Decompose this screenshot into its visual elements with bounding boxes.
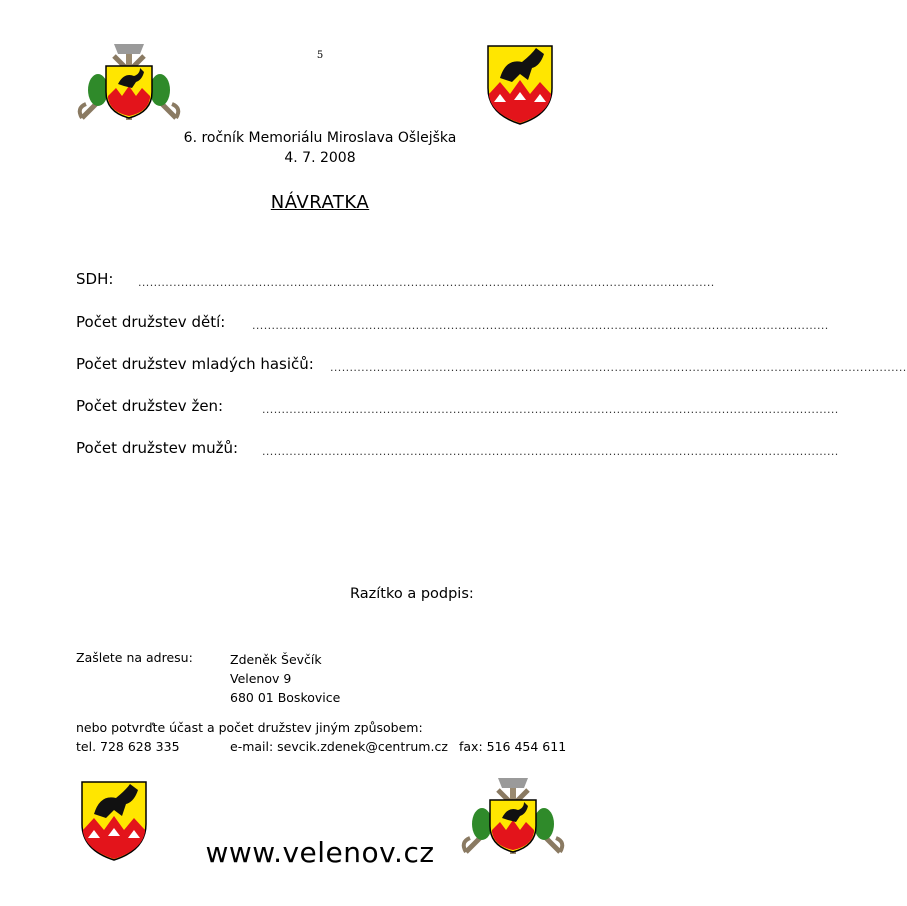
velenov-coat-of-arms-icon	[486, 44, 554, 126]
contact-tel: tel. 728 628 335	[76, 739, 180, 754]
field-line-children-teams[interactable]: ....................................................................................................................................................	[252, 319, 829, 332]
address-city: 680 01 Boskovice	[230, 690, 341, 705]
contact-email[interactable]: e-mail: sevcik.zdenek@centrum.cz	[230, 739, 448, 754]
field-label-men-teams: Počet družstev mužů:	[76, 439, 239, 457]
confirm-text: nebo potvrďte účast a počet družstev jiným způsobem:	[76, 720, 423, 735]
contact-fax: fax: 516 454 611	[459, 739, 567, 754]
event-name: 6. ročník Memoriálu Miroslava Ošlejška	[183, 130, 457, 146]
form-title: NÁVRATKA	[270, 192, 370, 213]
event-date: 4. 7. 2008	[284, 150, 356, 166]
field-line-women-teams[interactable]: ....................................................................................................................................................	[262, 403, 839, 416]
field-line-sdh[interactable]: ....................................................................................................................................................	[138, 276, 715, 289]
page-number: 5	[316, 50, 324, 61]
address-block	[230, 650, 340, 707]
firefighter-emblem-icon	[458, 772, 568, 862]
address-name: Zdeněk Ševčík	[230, 652, 322, 667]
field-line-men-teams[interactable]: ....................................................................................................................................................	[262, 445, 839, 458]
field-label-children-teams: Počet družstev dětí:	[76, 313, 226, 331]
field-line-youth-teams[interactable]: ....................................................................................................................................................	[330, 361, 907, 374]
website-link[interactable]: www.velenov.cz	[205, 836, 435, 869]
event-heading	[0, 128, 640, 168]
field-label-women-teams: Počet družstev žen:	[76, 397, 224, 415]
field-label-youth-teams: Počet družstev mladých hasičů:	[76, 355, 314, 373]
address-street: Velenov 9	[230, 671, 292, 686]
address-label: Zašlete na adresu:	[76, 650, 193, 665]
field-label-sdh: SDH:	[76, 270, 114, 288]
stamp-signature-label: Razítko a podpis:	[350, 586, 474, 602]
firefighter-emblem-icon	[74, 38, 184, 128]
